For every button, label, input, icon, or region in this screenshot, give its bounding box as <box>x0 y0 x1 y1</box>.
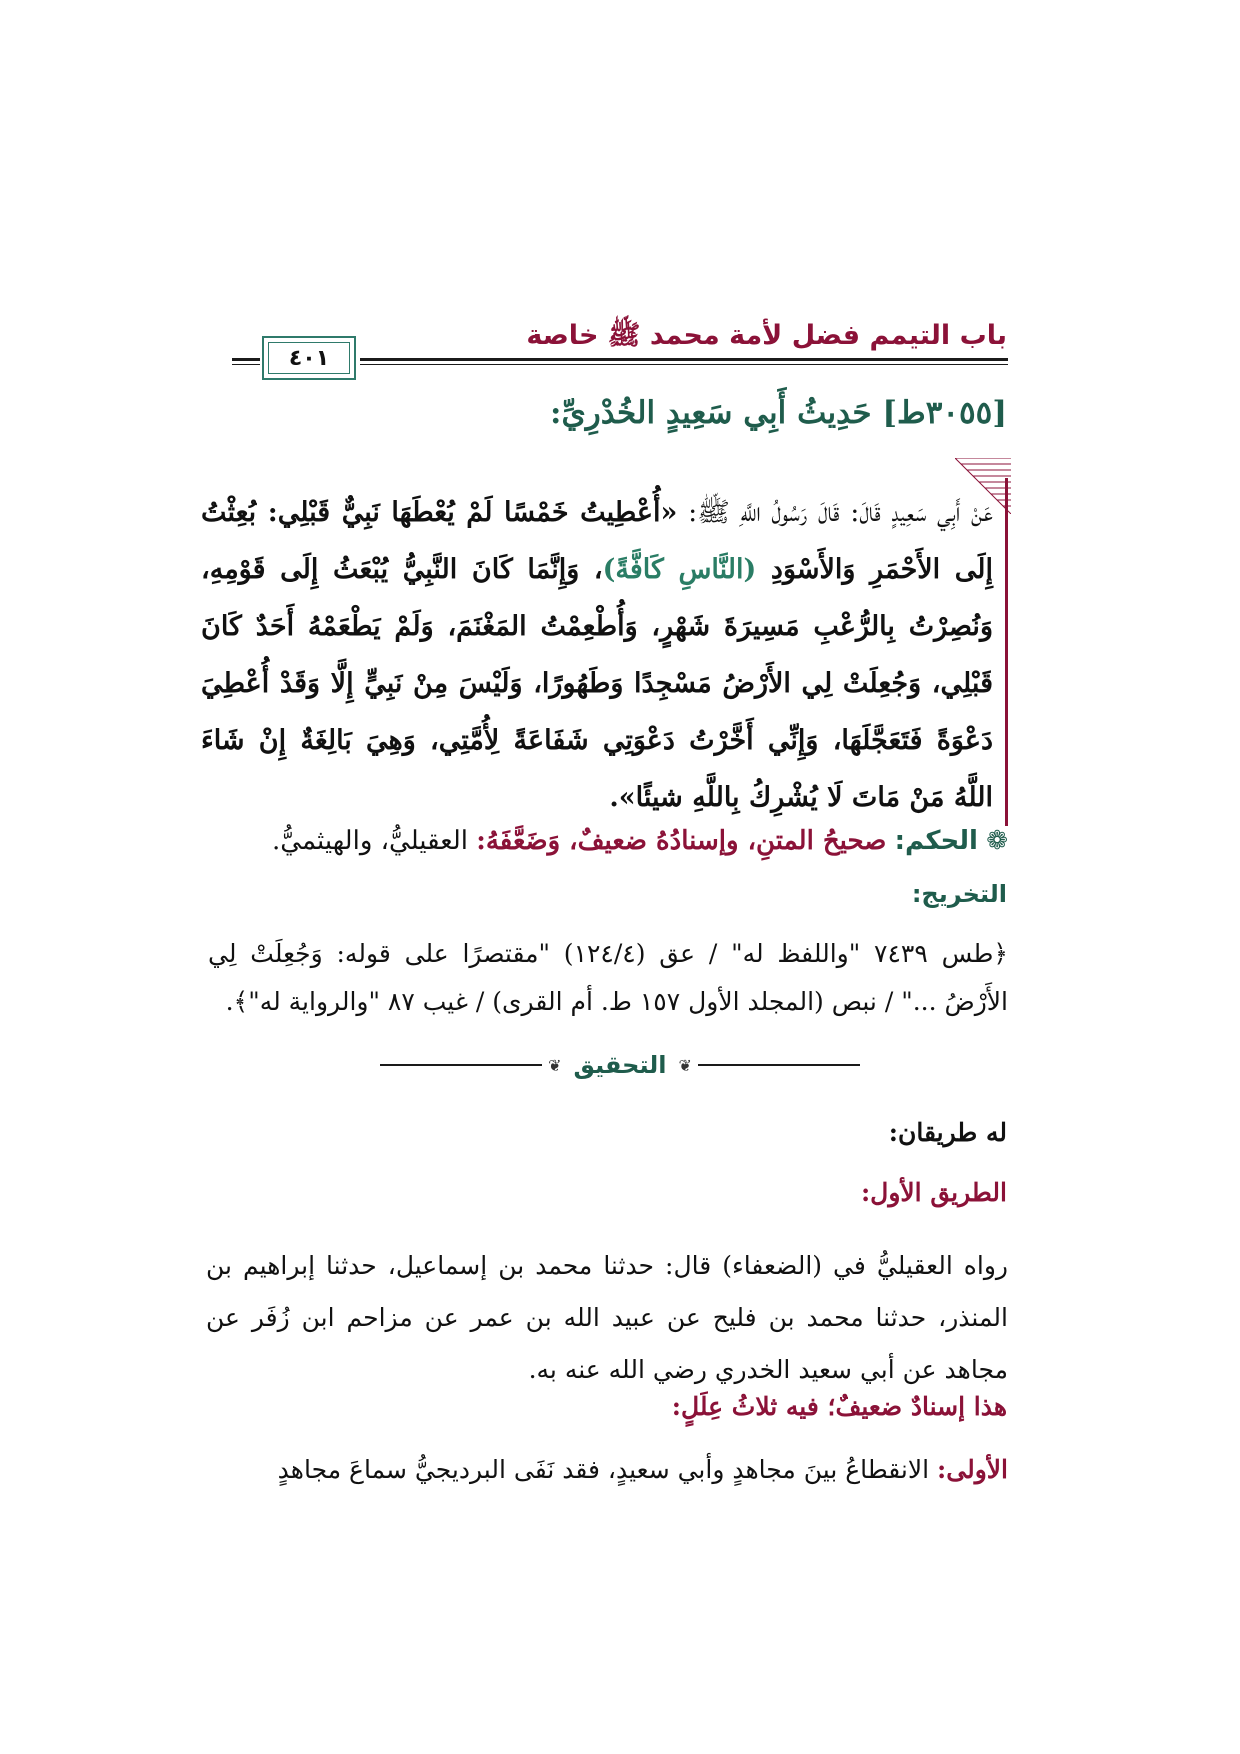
takhrij-title: التخريج: <box>911 880 1007 908</box>
page-number: ٤٠١ <box>288 345 330 371</box>
weakness-heading: هذا إسنادٌ ضعيفٌ؛ فيه ثلاثُ عِلَلٍ: <box>671 1392 1007 1421</box>
first-way-title: الطريق الأول: <box>860 1178 1007 1207</box>
hadith-text <box>201 484 993 826</box>
ways-intro: له طريقان: <box>888 1118 1007 1147</box>
tahqiq-title: التحقيق <box>573 1051 667 1079</box>
hadith-title: [٣٠٥٥ط] حَدِيثُ أَبِي سَعِيدٍ الخُدْرِيِّ: <box>550 395 1007 431</box>
ruling-label: الحكم: <box>894 826 978 856</box>
section-divider <box>380 1050 860 1080</box>
first-defect-text: الانقطاعُ بينَ مجاهدٍ وأبي سعيدٍ، فقد نَفَى البرديجيُّ سماعَ مجاهدٍ <box>277 1455 938 1484</box>
first-defect <box>206 1444 1008 1496</box>
divider-line <box>698 1064 860 1066</box>
hadith-text-part1: «أُعْطِيتُ خَمْسًا لَمْ يُعْطَهَا نَبِيٌّ قَبْلِي: بُعِثْتُ إِلَى الأَحْمَرِ وَالأَسْوَدِ <box>201 497 993 585</box>
ruling-verdict: صحيحُ المتنِ، وإسنادُهُ ضعيفٌ، وَضَعَّفَهُ: <box>476 826 887 856</box>
ruling-weakened-by: العقيليُّ، والهيثميُّ. <box>272 826 468 856</box>
header-rule <box>360 358 1008 365</box>
takhrij-text: ﴿طس ٧٤٣٩ "واللفظ له" / عق (١٢٤/٤) "مقتصرًا على قوله: وَجُعِلَتْ لِي الأَرْضُ ..." / نبص (المجلد الأول ١٥٧ ط. أم القرى) / غيب ٨٧ "والرواية له"﴾. <box>208 939 1009 1016</box>
divider-ornament-icon: ❦ <box>678 1055 692 1075</box>
running-title: باب التيمم فضل لأمة محمد ﷺ خاصة <box>526 320 1007 351</box>
isnad-narration: رواه العقيليُّ في (الضعفاء) قال: حدثنا محمد بن إسماعيل، حدثنا إبراهيم بن المنذر، حدثنا محمد بن فليح عن عبيد الله بن عمر عن مزاحم ابن زُفَر عن مجاهد عن أبي سعيد الخدري رضي الله عنه به. <box>206 1251 1008 1384</box>
ruling-line <box>208 826 1008 856</box>
corner-ornament-icon <box>955 458 1011 514</box>
page-number-frame <box>262 336 356 380</box>
first-defect-label: الأولى: <box>937 1455 1008 1484</box>
hadith-text-part2: ، وَإِنَّمَا كَانَ النَّبِيُّ يُبْعَثُ إِلَى قَوْمِهِ، وَنُصِرْتُ بِالرُّعْبِ مَسِيرَةَ شَهْرٍ، وَأُطْعِمْتُ المَغْنَمَ، وَلَمْ يَطْعَمْهُ أَحَدٌ كَانَ قَبْلِي، وَجُعِلَتْ لِي الأَرْضُ مَسْجِدًا وَطَهُورًا، وَلَيْسَ مِنْ نَبِيٍّ إِلَّا وَقَدْ أُعْطِيَ دَعْوَةً فَتَعَجَّلَهَا، وَإِنِّي أَخَّرْتُ دَعْوَتِي شَفَاعَةً لِأُمَّتِي، وَهِيَ بَالِغَةٌ إِنْ شَاءَ اللَّهُ مَنْ مَاتَ لَا يُشْرِكُ بِاللَّهِ شيئًا». <box>201 554 993 813</box>
hadith-box <box>201 478 1008 826</box>
hadith-narration-prefix: عَنْ أَبِي سَعِيدٍ قَالَ: قَالَ رَسُولُ اللَّهِ ﷺ: <box>677 497 993 528</box>
header-rule-left <box>232 358 260 365</box>
hadith-text-green: (النَّاسِ كَافَّةً) <box>602 554 757 585</box>
divider-line <box>380 1064 542 1066</box>
flower-ornament-icon: ❁ <box>986 826 1008 856</box>
divider-ornament-icon: ❦ <box>548 1055 562 1075</box>
